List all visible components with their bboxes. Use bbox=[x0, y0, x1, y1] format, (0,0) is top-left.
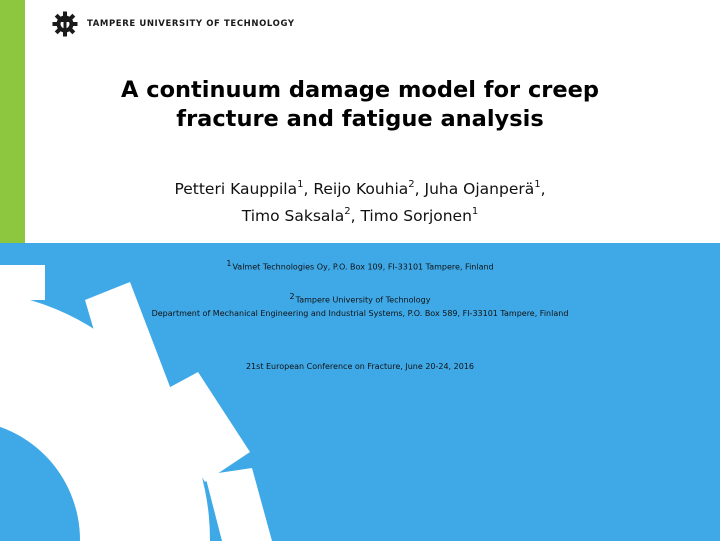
author-name: Petteri Kauppila bbox=[174, 180, 298, 199]
author-affiliation-mark: 2 bbox=[344, 206, 351, 218]
title-line-1: A continuum damage model for creep bbox=[120, 77, 600, 103]
institution-name: TAMPERE UNIVERSITY OF TECHNOLOGY bbox=[87, 19, 295, 29]
affiliation-1 bbox=[0, 259, 720, 272]
affiliation-mark: 2 bbox=[289, 292, 295, 301]
author-name: Timo Sorjonen bbox=[360, 207, 472, 226]
author-affiliation-mark: 2 bbox=[408, 179, 415, 190]
affiliation-2 bbox=[0, 290, 720, 320]
author-name: Timo Saksala bbox=[241, 207, 345, 226]
author-line-1: Petteri Kauppila$^1$, Reijo Kouhia$^2$, Juha Ojanperä$^1$, bbox=[174, 179, 546, 199]
author-name: Reijo Kouhia bbox=[313, 180, 409, 199]
affiliation-2-line-2: Department of Mechanical Engineering and Industrial Systems, P.O. Box 589, FI-33101 Tampere, Finland bbox=[151, 308, 569, 318]
affiliation-text: Tampere University of Technology bbox=[295, 295, 431, 305]
author-name: Juha Ojanperä bbox=[424, 180, 535, 199]
slide-title bbox=[0, 76, 720, 134]
conference-info: 21st European Conference on Fracture, June 20-24, 2016 bbox=[245, 362, 475, 371]
university-logo bbox=[52, 11, 295, 37]
gear-logo-icon bbox=[52, 11, 78, 37]
author-affiliation-mark: 1 bbox=[471, 206, 479, 218]
author-list bbox=[0, 174, 720, 228]
title-line-2: fracture and fatigue analysis bbox=[176, 106, 544, 132]
affiliation-text: Valmet Technologies Oy, P.O. Box 109, FI-33101 Tampere, Finland bbox=[232, 262, 494, 272]
author-affiliation-mark: 1 bbox=[297, 179, 304, 190]
author-affiliation-mark: 1 bbox=[534, 179, 541, 190]
affiliation-2-line-1 bbox=[0, 290, 720, 307]
author-line-2: Timo Saksala$^2$, Timo Sorjonen$^1$ bbox=[241, 206, 479, 226]
affiliation-mark: 1 bbox=[226, 259, 232, 268]
